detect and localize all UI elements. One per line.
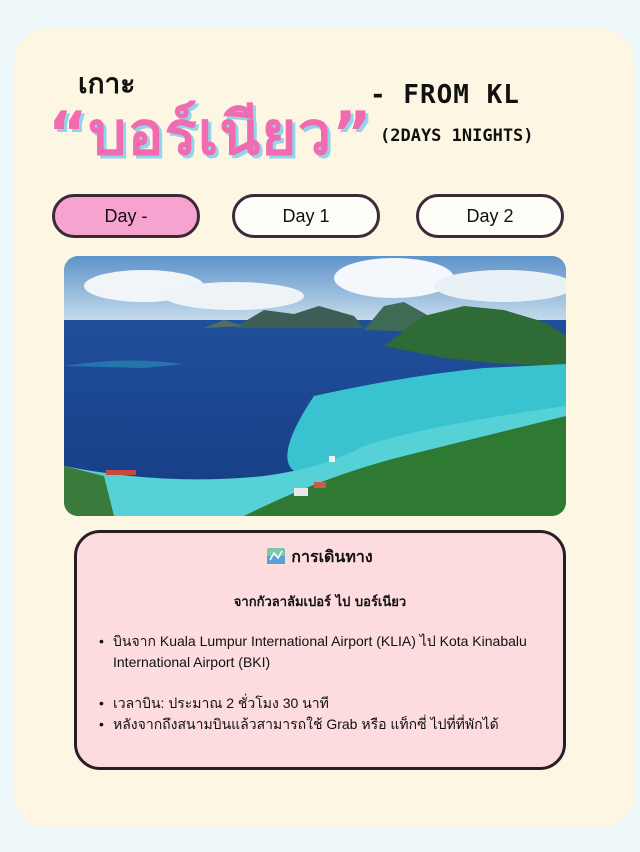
travel-heading-label: การเดินทาง	[291, 547, 373, 566]
travel-heading	[77, 545, 563, 570]
list-item: • เวลาบิน: ประมาณ 2 ชั่วโมง 30 นาที	[99, 695, 329, 711]
tab-day-2[interactable]: Day 2	[416, 194, 564, 238]
travel-bullet-list	[99, 631, 559, 735]
title-duration: (2DAYS 1NIGHTS)	[380, 126, 534, 146]
island-photo	[64, 256, 566, 516]
tab-day-intro[interactable]: Day -	[52, 194, 200, 238]
page-title: “บอร์เนียว”	[48, 99, 373, 169]
title-from: - FROM KL	[370, 80, 520, 110]
travel-info-box	[74, 530, 566, 770]
map-icon	[267, 548, 285, 568]
travel-subheading: จากกัวลาลัมเปอร์ ไป บอร์เนียว	[233, 595, 407, 610]
list-item: • หลังจากถึงสนามบินแล้วสามารถใช้ Grab หรือ แท็กซี่ ไปที่ที่พักได้	[99, 716, 499, 732]
tab-day-1[interactable]: Day 1	[232, 194, 380, 238]
title-prefix: เกาะ	[78, 67, 136, 100]
list-item: • บินจาก Kuala Lumpur International Airport (KLIA) ไป Kota Kinabalu International Airport (BKI)	[99, 633, 527, 670]
